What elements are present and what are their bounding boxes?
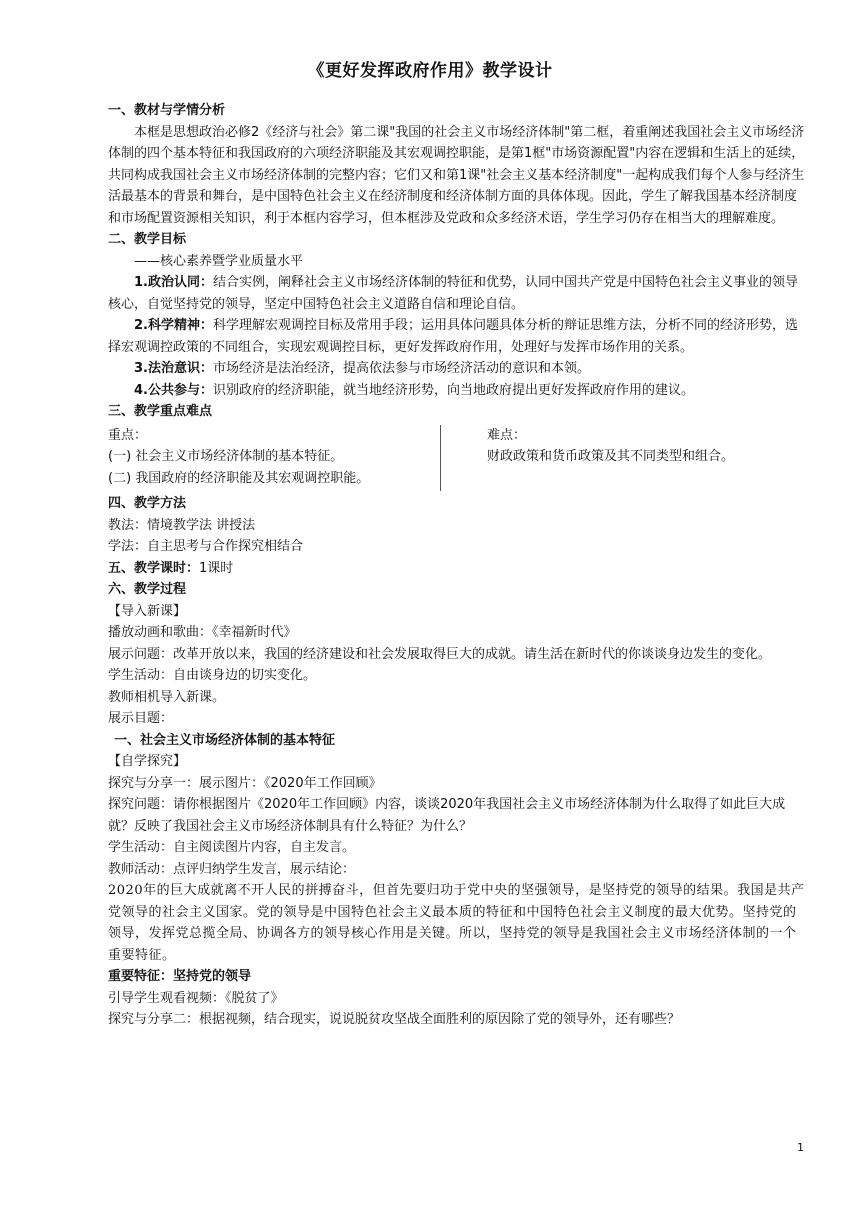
- process-line-9: 教师活动：点评归纳学生发言，展示结论：: [108, 861, 356, 877]
- document-title: 《更好发挥政府作用》教学设计: [307, 61, 553, 81]
- difficulty-1: 财政政策和货币政策及其不同类型和组合。: [487, 449, 735, 464]
- page-number: 1: [797, 1141, 804, 1154]
- process-line-4: 教师相机导入新课。: [108, 689, 226, 705]
- section-heading-keypoints: 三、教学重点难点: [108, 404, 213, 419]
- section-heading-analysis: 一、教材与学情分析: [108, 103, 226, 118]
- conclusion-paragraph: 2020年的巨大成就离不开人民的拼搏奋斗，但首先要归功于党中央的坚强领导，是坚持党的领导的结果。我国是共产党领导的社会主义国家。党的领导是中国特色社会主义最本质的特征和中国特色社会主义制度的最大优势。坚持党的领导，发挥党总揽全局、协调各方的领导核心作用是关键。所以，坚持党的领导是我国社会主义市场经济体制的一个重要特征。: [108, 883, 805, 963]
- section-heading-process: 六、教学过程: [108, 582, 187, 597]
- process-line-5: 展示目题：: [108, 711, 174, 726]
- feature-heading: 重要特征：坚持党的领导: [108, 969, 252, 984]
- goal-2: 2.科学精神：科学理解宏观调控目标及常用手段；运用具体问题具体分析的辩证思维方法，分析不同的经济形势，选择宏观调控政策的不同组合，实现宏观调控目标，更好发挥政府作用，处理好与发挥市场作用的关系。: [108, 318, 798, 355]
- analysis-paragraph: 本框是思想政治必修2《经济与社会》第二课"我国的社会主义市场经济体制"第二框，着重阐述我国社会主义市场经济体制的四个基本特征和我国政府的六项经济职能及其宏观调控职能，是第1框"市场资源配置"内容在逻辑和生活上的延续，共同构成我国社会主义市场经济体制的完整内容；它们又和第1课"社会主义基本经济制度"一起构成我们每个人参与经济生活最基本的背景和舞台，是中国特色社会主义在经济制度和经济体制方面的具体体现。因此，学生了解我国基本经济制度和市场配置资源相关知识，利于本框内容学习，但本框涉及党政和众多经济术语，学生学习仍存在相当大的理解难度。: [108, 124, 805, 226]
- self-study-tag: 【自学探究】: [108, 754, 187, 769]
- keypoints-label: 重点：: [108, 427, 148, 443]
- keypoint-2: (二) 我国政府的经济职能及其宏观调控职能。: [108, 470, 370, 486]
- process-line-11: 探究与分享二：根据视频，结合现实，说说脱贫攻坚战全面胜利的原因除了党的领导外，还有哪些？: [108, 1012, 681, 1027]
- section-heading-goals: 二、教学目标: [108, 232, 187, 247]
- topic-heading-1: 一、社会主义市场经济体制的基本特征: [114, 732, 336, 748]
- process-line-3: 学生活动：自由谈身边的切实变化。: [108, 668, 317, 683]
- keypoints-column: [108, 425, 441, 492]
- keypoints-table: [108, 425, 806, 492]
- goal-1: 1.政治认同：结合实例，阐释社会主义市场经济体制的特征和优势，认同中国共产党是中国特色社会主义事业的领导核心，自觉坚持党的领导，坚定中国特色社会主义道路自信和理论自信。: [108, 275, 798, 312]
- teaching-method: 教法：情境教学法 讲授法: [108, 517, 256, 533]
- goal-4: 4.公共参与：识别政府的经济职能，就当地经济形势，向当地政府提出更好发挥政府作用的建议。: [134, 382, 694, 398]
- intro-tag: 【导入新课】: [108, 603, 187, 619]
- section-heading-methods: 四、教学方法: [108, 496, 187, 511]
- process-line-1: 播放动画和歌曲：《幸福新时代》: [108, 625, 297, 640]
- section-heading-hours: 五、教学课时：1课时: [108, 560, 234, 576]
- process-line-6: 探究与分享一：展示图片：《2020年工作回顾》: [108, 775, 382, 791]
- process-line-8: 学生活动：自主阅读图片内容，自主发言。: [108, 840, 356, 855]
- keypoint-1: (一) 社会主义市场经济体制的基本特征。: [108, 449, 344, 464]
- goals-subtitle: ——核心素养暨学业质量水平: [134, 253, 304, 269]
- process-line-7: 探究问题：请你根据图片《2020年工作回顾》内容，谈谈2020年我国社会主义市场经济体制为什么取得了如此巨大成就？反映了我国社会主义市场经济体制具有什么特征？为什么？: [108, 797, 786, 834]
- learning-method: 学法：自主思考与合作探究相结合: [108, 539, 304, 554]
- difficulties-label: 难点：: [487, 427, 527, 443]
- goal-3: 3.法治意识：市场经济是法治经济，提高依法参与市场经济活动的意识和本领。: [134, 361, 590, 376]
- difficulties-column: [441, 425, 734, 492]
- process-line-2: 展示问题：改革开放以来，我国的经济建设和社会发展取得巨大的成就。请生活在新时代的你谈谈身边发生的变化。: [108, 646, 772, 662]
- document-body: [108, 100, 806, 1031]
- process-line-10: 引导学生观看视频：《脱贫了》: [108, 990, 284, 1006]
